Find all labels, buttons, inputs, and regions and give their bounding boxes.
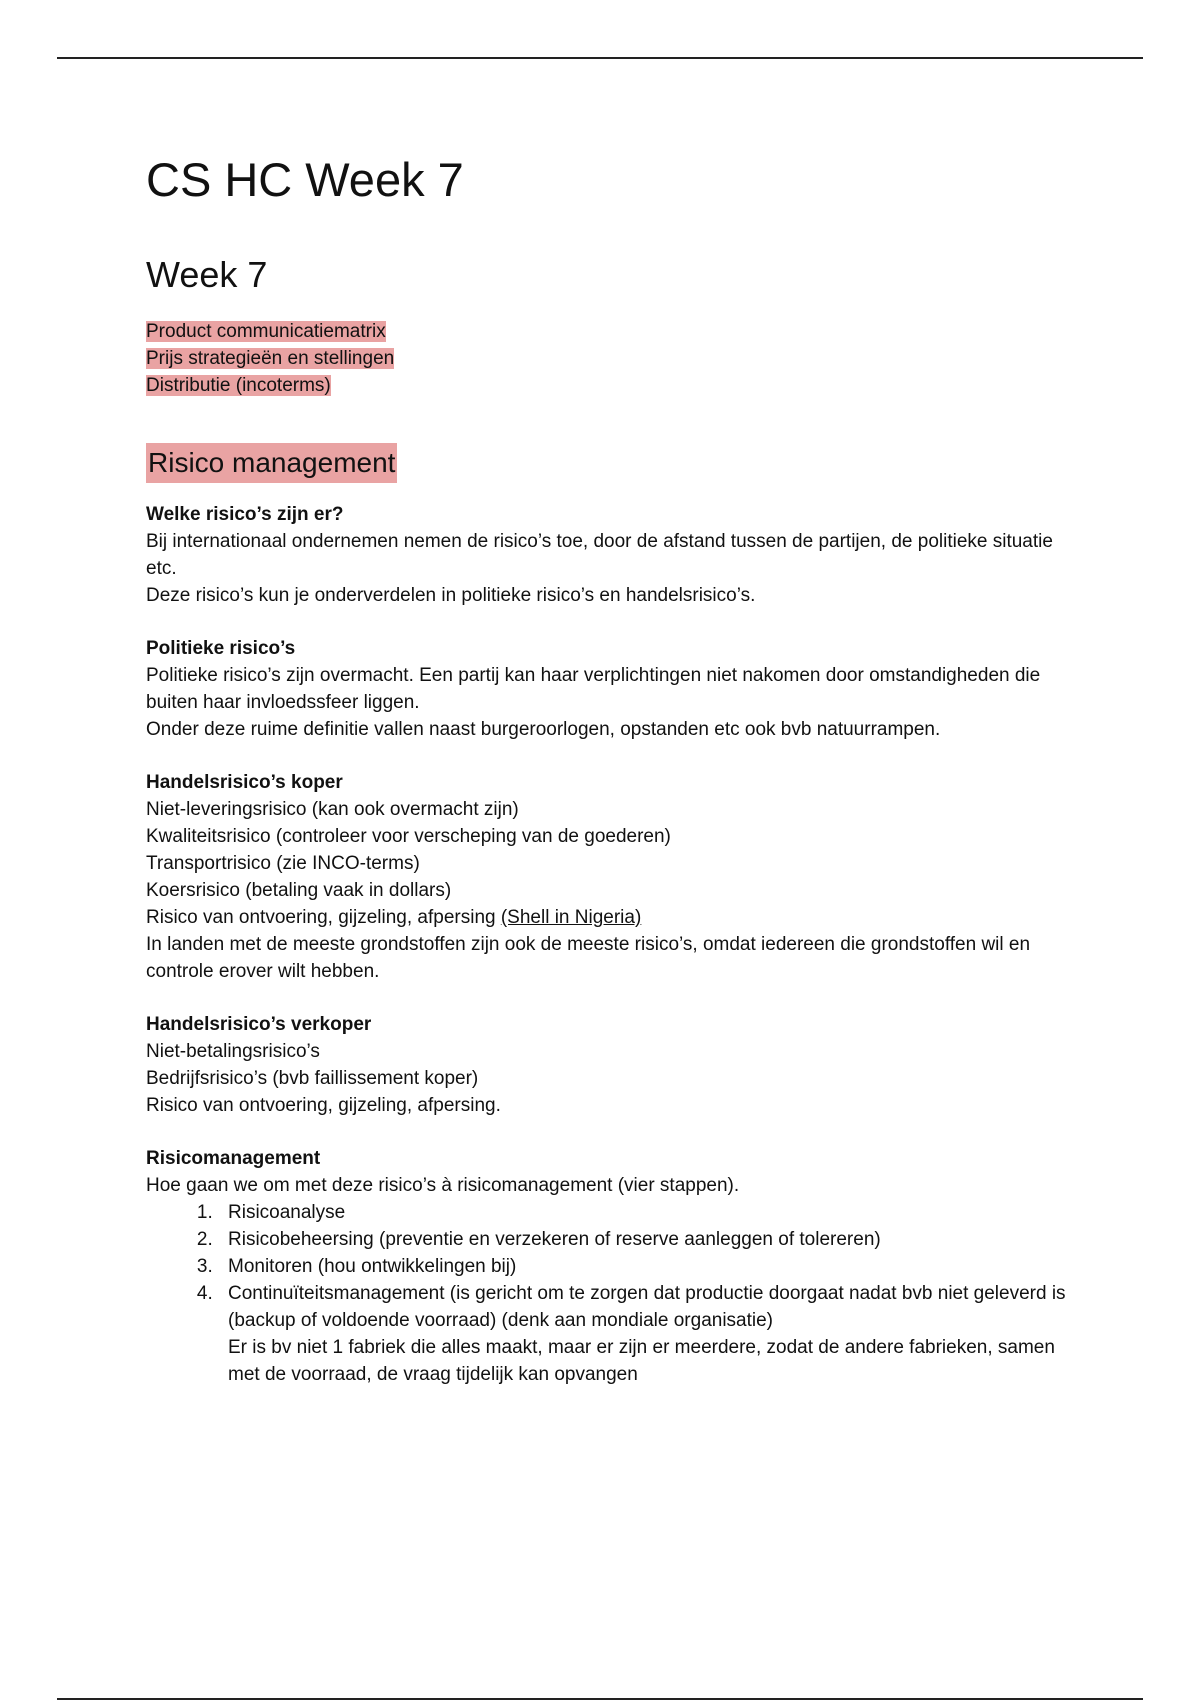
block-heading: Welke risico’s zijn er? bbox=[146, 504, 344, 525]
shell-nigeria-link[interactable]: (Shell in Nigeria) bbox=[500, 907, 642, 928]
week-subtitle: Week 7 bbox=[146, 254, 268, 295]
paragraph: In landen met de meeste grondstoffen zijn ook de meeste risico’s, omdat iedereen die grondstoffen wil en controle erover wilt hebben. bbox=[146, 934, 1031, 982]
document-body bbox=[146, 150, 1086, 1388]
topic-item: Product communicatiematrix bbox=[146, 321, 386, 342]
block-welke-risicos bbox=[146, 501, 1086, 609]
block-politieke-risicos bbox=[146, 635, 1086, 743]
step-item: 2. Risicobeheersing (preventie en verzekeren of reserve aanleggen of tolereren) bbox=[218, 1226, 1086, 1253]
steps-list bbox=[146, 1199, 1086, 1388]
document-title: CS HC Week 7 bbox=[146, 153, 464, 206]
block-handelsrisicos-verkoper bbox=[146, 1011, 1086, 1119]
list-line: Transportrisico (zie INCO-terms) bbox=[146, 853, 420, 874]
step-note: Er is bv niet 1 fabriek die alles maakt, maar er zijn er meerdere, zodat de andere fabrieken, samen met de voorraad, de vraag tijdelijk kan opvangen bbox=[228, 1337, 1055, 1385]
block-risicomanagement bbox=[146, 1145, 1086, 1388]
block-heading: Handelsrisico’s koper bbox=[146, 772, 343, 793]
topic-item: Prijs strategieën en stellingen bbox=[146, 348, 395, 369]
topic-item: Distributie (incoterms) bbox=[146, 375, 331, 396]
list-line: Koersrisico (betaling vaak in dollars) bbox=[146, 880, 452, 901]
section-heading: Risico management bbox=[146, 443, 397, 483]
step-item: 3. Monitoren (hou ontwikkelingen bij) bbox=[218, 1253, 1086, 1280]
list-line: Risico van ontvoering, gijzeling, afpersing. bbox=[146, 1095, 501, 1116]
paragraph: Deze risico’s kun je onderverdelen in politieke risico’s en handelsrisico’s. bbox=[146, 585, 756, 606]
list-line: Bedrijfsrisico’s (bvb faillissement koper) bbox=[146, 1068, 479, 1089]
paragraph: Hoe gaan we om met deze risico’s à risicomanagement (vier stappen). bbox=[146, 1175, 740, 1196]
topic-list bbox=[146, 318, 1086, 399]
step-item: 1. Risicoanalyse bbox=[218, 1199, 1086, 1226]
paragraph: Bij internationaal ondernemen nemen de risico’s toe, door de afstand tussen de partijen, de politieke situatie etc. bbox=[146, 531, 1053, 579]
header-rule bbox=[57, 57, 1143, 59]
block-heading: Risicomanagement bbox=[146, 1148, 321, 1169]
list-line: Niet-betalingsrisico’s bbox=[146, 1041, 320, 1062]
paragraph: Politieke risico’s zijn overmacht. Een partij kan haar verplichtingen niet nakomen door omstandigheden die buiten haar invloedssfeer liggen. bbox=[146, 665, 1041, 713]
step-item: 4. Continuïteitsmanagement (is gericht om te zorgen dat productie doorgaat nadat bvb niet geleverd is (backup of voldoende voorraad) (denk aan mondiale organisatie) Er is bv niet 1 fabriek die alles maakt, maar er zijn er meerdere, zodat de andere fabrieken, samen met de voorraad, de vraag tijdelijk kan opvangen bbox=[218, 1280, 1086, 1388]
block-heading: Politieke risico’s bbox=[146, 638, 296, 659]
block-handelsrisicos-koper bbox=[146, 769, 1086, 985]
list-line: Risico van ontvoering, gijzeling, afpersing (Shell in Nigeria) bbox=[146, 907, 642, 928]
list-line: Kwaliteitsrisico (controleer voor verscheping van de goederen) bbox=[146, 826, 671, 847]
paragraph: Onder deze ruime definitie vallen naast burgeroorlogen, opstanden etc ook bvb natuurrampen. bbox=[146, 719, 941, 740]
block-heading: Handelsrisico’s verkoper bbox=[146, 1014, 372, 1035]
list-line: Niet-leveringsrisico (kan ook overmacht zijn) bbox=[146, 799, 519, 820]
